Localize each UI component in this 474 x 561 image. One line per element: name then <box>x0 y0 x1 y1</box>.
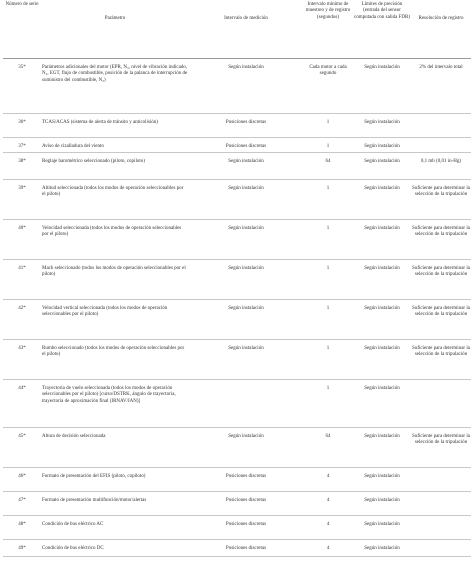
row-limites-precision-text: Según instalación <box>364 144 400 149</box>
row-number-text: 36* <box>18 120 26 125</box>
row-intervalo-muestreo-text: 64 <box>325 434 331 439</box>
row-intervalo-medicion-text: Según instalación <box>228 346 264 351</box>
row-resolucion <box>411 300 471 340</box>
row-resolucion <box>411 138 471 153</box>
row-intervalo-medicion <box>189 516 303 540</box>
row-limites-precision <box>353 492 411 516</box>
row-resolucion <box>411 340 471 380</box>
row-parameter <box>41 340 189 380</box>
row-resolucion <box>411 492 471 516</box>
table-row <box>3 428 471 468</box>
row-number-text: 41* <box>18 266 26 271</box>
row-number <box>3 300 41 340</box>
row-intervalo-muestreo <box>303 428 353 468</box>
row-parameter-text: Trayectoria de vuelo seleccionada (todos los modos de operación seleccionables por el piloto) [curso/DSTRK, ángulo de trayectoria, trayectoria de aproximación final (IRNAV/IAN)] <box>42 386 176 404</box>
row-number <box>3 59 41 114</box>
row-parameter <box>41 492 189 516</box>
table-row <box>3 180 471 220</box>
row-resolucion-text: Suficiente para determinar la selección de la tripulación <box>412 266 470 278</box>
row-limites-precision <box>353 380 411 428</box>
row-intervalo-muestreo <box>303 380 353 428</box>
row-number-text: 48* <box>18 522 26 527</box>
row-limites-precision-text: Según instalación <box>364 522 400 527</box>
row-intervalo-medicion-text: Posiciones discretas <box>225 546 267 551</box>
row-intervalo-muestreo-text: 64 <box>325 159 331 164</box>
table-row <box>3 114 471 138</box>
row-number-text: 44* <box>18 386 26 391</box>
row-limites-precision <box>353 153 411 180</box>
row-resolucion <box>411 428 471 468</box>
row-intervalo-muestreo <box>303 540 353 557</box>
table-row <box>3 300 471 340</box>
row-intervalo-medicion-text: Según instalación <box>228 434 264 439</box>
row-limites-precision <box>353 180 411 220</box>
row-number <box>3 340 41 380</box>
row-limites-precision <box>353 428 411 468</box>
row-number-text: 46* <box>18 474 26 479</box>
row-resolucion-text <box>412 380 470 386</box>
row-number <box>3 260 41 300</box>
table-row <box>3 468 471 492</box>
row-parameter-text: Parámetros adicionales del motor (EPR, N₃, nivel de vibración indicado, N₂, EGT, flujo de combustible, posición de la palanca de interrupción de suministro del combustible, N₃) <box>42 65 188 83</box>
row-intervalo-muestreo-text: 1 <box>326 306 330 311</box>
row-intervalo-medicion <box>189 300 303 340</box>
row-number <box>3 428 41 468</box>
row-intervalo-medicion <box>189 138 303 153</box>
row-limites-precision <box>353 540 411 557</box>
row-intervalo-muestreo-text: 1 <box>326 120 330 125</box>
row-resolucion <box>411 153 471 180</box>
row-intervalo-muestreo <box>303 220 353 260</box>
row-intervalo-muestreo <box>303 340 353 380</box>
row-resolucion <box>411 220 471 260</box>
row-resolucion-text: 2% del intervalo total <box>419 65 463 70</box>
row-intervalo-muestreo-text: 1 <box>326 226 330 231</box>
header-intervalo-muestreo: Intervalo mínimo de muestreo y de registro (segundos) <box>305 2 351 20</box>
table-row <box>3 59 471 114</box>
row-resolucion-text <box>412 468 470 474</box>
row-number <box>3 468 41 492</box>
row-number <box>3 114 41 138</box>
row-intervalo-medicion-text: Posiciones discretas <box>225 522 267 527</box>
row-parameter-text: Velocidad seleccionada (todos los modos de operación seleccionables por el piloto) <box>42 226 182 238</box>
header-resolucion: Resolución de registro <box>418 16 464 21</box>
row-limites-precision-text: Según instalación <box>364 65 400 70</box>
row-limites-precision-text: Según instalación <box>364 159 400 164</box>
row-intervalo-muestreo <box>303 300 353 340</box>
row-limites-precision-text: Según instalación <box>364 306 400 311</box>
row-number-text: 37* <box>18 144 26 149</box>
table-row <box>3 492 471 516</box>
row-limites-precision-text: Según instalación <box>364 226 400 231</box>
row-number-text: 45* <box>18 434 26 439</box>
row-resolucion <box>411 380 471 428</box>
row-intervalo-muestreo <box>303 138 353 153</box>
row-intervalo-medicion <box>189 260 303 300</box>
table-row <box>3 138 471 153</box>
row-parameter-text: Reglaje barométrico seleccionado (piloto, copiloto) <box>42 159 145 164</box>
row-intervalo-muestreo-text: 1 <box>326 186 330 191</box>
row-intervalo-muestreo <box>303 260 353 300</box>
row-number-text: 43* <box>18 346 26 351</box>
row-number <box>3 492 41 516</box>
row-limites-precision-text: Según instalación <box>364 186 400 191</box>
row-limites-precision-text: Según instalación <box>364 498 400 503</box>
row-resolucion-text: Suficiente para determinar la selección de la tripulación <box>412 306 470 318</box>
row-resolucion-text: Suficiente para determinar la selección de la tripulación <box>412 346 470 358</box>
row-number-text: 47* <box>18 498 26 503</box>
row-number <box>3 180 41 220</box>
row-limites-precision-text: Según instalación <box>364 434 400 439</box>
row-resolucion <box>411 260 471 300</box>
row-parameter <box>41 380 189 428</box>
row-limites-precision <box>353 340 411 380</box>
row-limites-precision-text: Según instalación <box>364 120 400 125</box>
row-number-text: 42* <box>18 306 26 311</box>
row-intervalo-medicion-text: Según instalación <box>228 65 264 70</box>
row-intervalo-medicion-text: Según instalación <box>228 159 264 164</box>
row-parameter-text: TCAS/ACAS (sistema de alerta de tránsito y anticolisión) <box>42 120 158 125</box>
row-intervalo-muestreo <box>303 180 353 220</box>
row-parameter <box>41 138 189 153</box>
row-resolucion <box>411 59 471 114</box>
row-parameter-text: Mach seleccionado (todos los modos de operación seleccionables por el piloto) <box>42 266 186 278</box>
row-intervalo-muestreo <box>303 516 353 540</box>
row-number-text: 35* <box>18 65 26 70</box>
row-intervalo-medicion-text <box>190 380 302 386</box>
row-intervalo-muestreo-text: 1 <box>326 144 330 149</box>
row-limites-precision <box>353 59 411 114</box>
row-parameter-text: Aviso de cizalladura del viento <box>42 144 104 149</box>
row-limites-precision <box>353 220 411 260</box>
row-intervalo-muestreo-text: 4 <box>326 522 330 527</box>
row-intervalo-medicion <box>189 540 303 557</box>
row-number-text: 49* <box>18 546 26 551</box>
parameters-table <box>3 2 471 557</box>
row-resolucion-text: 0,1 mb (0,01 in-Hg) <box>420 159 462 164</box>
row-parameter-text: Formato de presentación multifunción/motor/alertas <box>42 498 147 503</box>
row-intervalo-muestreo <box>303 114 353 138</box>
table-row <box>3 380 471 428</box>
row-parameter <box>41 300 189 340</box>
header-numero: Número de serie <box>5 2 39 7</box>
row-number <box>3 540 41 557</box>
row-intervalo-muestreo-text: 4 <box>326 546 330 551</box>
row-resolucion-text <box>412 138 470 144</box>
table-row <box>3 220 471 260</box>
row-intervalo-medicion-text: Posiciones discretas <box>225 474 267 479</box>
header-parametro: Parámetro <box>104 16 126 21</box>
row-intervalo-muestreo-text: 4 <box>326 498 330 503</box>
row-limites-precision <box>353 516 411 540</box>
row-intervalo-medicion <box>189 180 303 220</box>
row-limites-precision-text: Según instalación <box>364 474 400 479</box>
table-row <box>3 516 471 540</box>
row-intervalo-medicion-text: Según instalación <box>228 186 264 191</box>
row-parameter <box>41 114 189 138</box>
table-row <box>3 540 471 557</box>
row-resolucion <box>411 180 471 220</box>
row-parameter <box>41 428 189 468</box>
row-limites-precision-text: Según instalación <box>364 546 400 551</box>
row-intervalo-muestreo <box>303 468 353 492</box>
row-intervalo-muestreo <box>303 492 353 516</box>
row-number-text: 38* <box>18 159 26 164</box>
header-intervalo-medicion: Intervalo de medición <box>224 16 268 21</box>
row-intervalo-muestreo-text: Cada motor a cada segundo <box>309 65 347 77</box>
row-intervalo-medicion <box>189 340 303 380</box>
row-parameter <box>41 540 189 557</box>
row-limites-precision-text: Según instalación <box>364 386 400 391</box>
row-parameter <box>41 468 189 492</box>
row-limites-precision <box>353 260 411 300</box>
row-intervalo-muestreo-text: 1 <box>326 346 330 351</box>
row-resolucion <box>411 540 471 557</box>
row-number <box>3 516 41 540</box>
row-parameter <box>41 59 189 114</box>
row-number-text: 40* <box>18 226 26 231</box>
table-row <box>3 260 471 300</box>
row-intervalo-medicion-text: Posiciones discretas <box>225 498 267 503</box>
row-resolucion-text: Suficiente para determinar la selección de la tripulación <box>412 226 470 238</box>
row-intervalo-medicion-text: Según instalación <box>228 306 264 311</box>
row-limites-precision <box>353 300 411 340</box>
row-parameter <box>41 153 189 180</box>
row-intervalo-medicion-text: Posiciones discretas <box>225 144 267 149</box>
row-number <box>3 220 41 260</box>
row-parameter-text: Velocidad vertical seleccionada (todos los modos de operación seleccionables por el piloto) <box>42 306 168 318</box>
row-intervalo-medicion <box>189 114 303 138</box>
row-resolucion <box>411 468 471 492</box>
row-parameter-text: Altitud seleccionada (todos los modos de operación seleccionables por el piloto) <box>42 186 184 198</box>
row-resolucion-text <box>412 516 470 522</box>
table-row <box>3 340 471 380</box>
row-resolucion <box>411 114 471 138</box>
row-parameter-text: Altura de decisión seleccionada <box>42 434 106 439</box>
row-parameter <box>41 260 189 300</box>
row-limites-precision-text: Según instalación <box>364 346 400 351</box>
row-intervalo-muestreo <box>303 59 353 114</box>
row-parameter-text: Formato de presentación del EFIS (piloto, copiloto) <box>42 474 146 479</box>
row-intervalo-medicion-text: Según instalación <box>228 266 264 271</box>
row-intervalo-medicion <box>189 492 303 516</box>
row-number <box>3 153 41 180</box>
row-intervalo-muestreo-text: 4 <box>326 474 330 479</box>
row-limites-precision <box>353 114 411 138</box>
row-limites-precision <box>353 138 411 153</box>
row-resolucion-text: Suficiente para determinar la selección de la tripulación <box>412 186 470 198</box>
row-parameter-text: Condición de bus eléctrico AC <box>42 522 104 527</box>
row-number <box>3 138 41 153</box>
row-number-text: 39* <box>18 186 26 191</box>
row-intervalo-muestreo-text: 1 <box>326 386 330 391</box>
row-limites-precision <box>353 468 411 492</box>
row-parameter <box>41 516 189 540</box>
row-intervalo-medicion <box>189 380 303 428</box>
table-header-row <box>3 2 471 59</box>
row-intervalo-medicion <box>189 59 303 114</box>
row-limites-precision-text: Según instalación <box>364 266 400 271</box>
row-resolucion-text: Suficiente para determinar la selección de la tripulación <box>412 434 470 446</box>
row-parameter-text: Condición de bus eléctrico DC <box>42 546 104 551</box>
row-intervalo-medicion <box>189 220 303 260</box>
row-intervalo-medicion <box>189 468 303 492</box>
row-resolucion-text <box>412 540 470 546</box>
row-intervalo-medicion-text: Posiciones discretas <box>225 120 267 125</box>
row-resolucion <box>411 516 471 540</box>
row-intervalo-medicion <box>189 153 303 180</box>
table-row <box>3 153 471 180</box>
row-parameter <box>41 180 189 220</box>
row-resolucion-text <box>412 114 470 120</box>
row-parameter <box>41 220 189 260</box>
row-parameter-text: Rumbo seleccionado (todos los modos de operación seleccionables por el piloto) <box>42 346 185 358</box>
row-resolucion-text <box>412 492 470 498</box>
row-intervalo-medicion <box>189 428 303 468</box>
row-intervalo-medicion-text: Según instalación <box>228 226 264 231</box>
row-number <box>3 380 41 428</box>
row-intervalo-muestreo <box>303 153 353 180</box>
header-limites-precision: Límites de precisión (entrada del sensor computada con salida FDR) <box>354 2 410 20</box>
row-intervalo-muestreo-text: 1 <box>326 266 330 271</box>
